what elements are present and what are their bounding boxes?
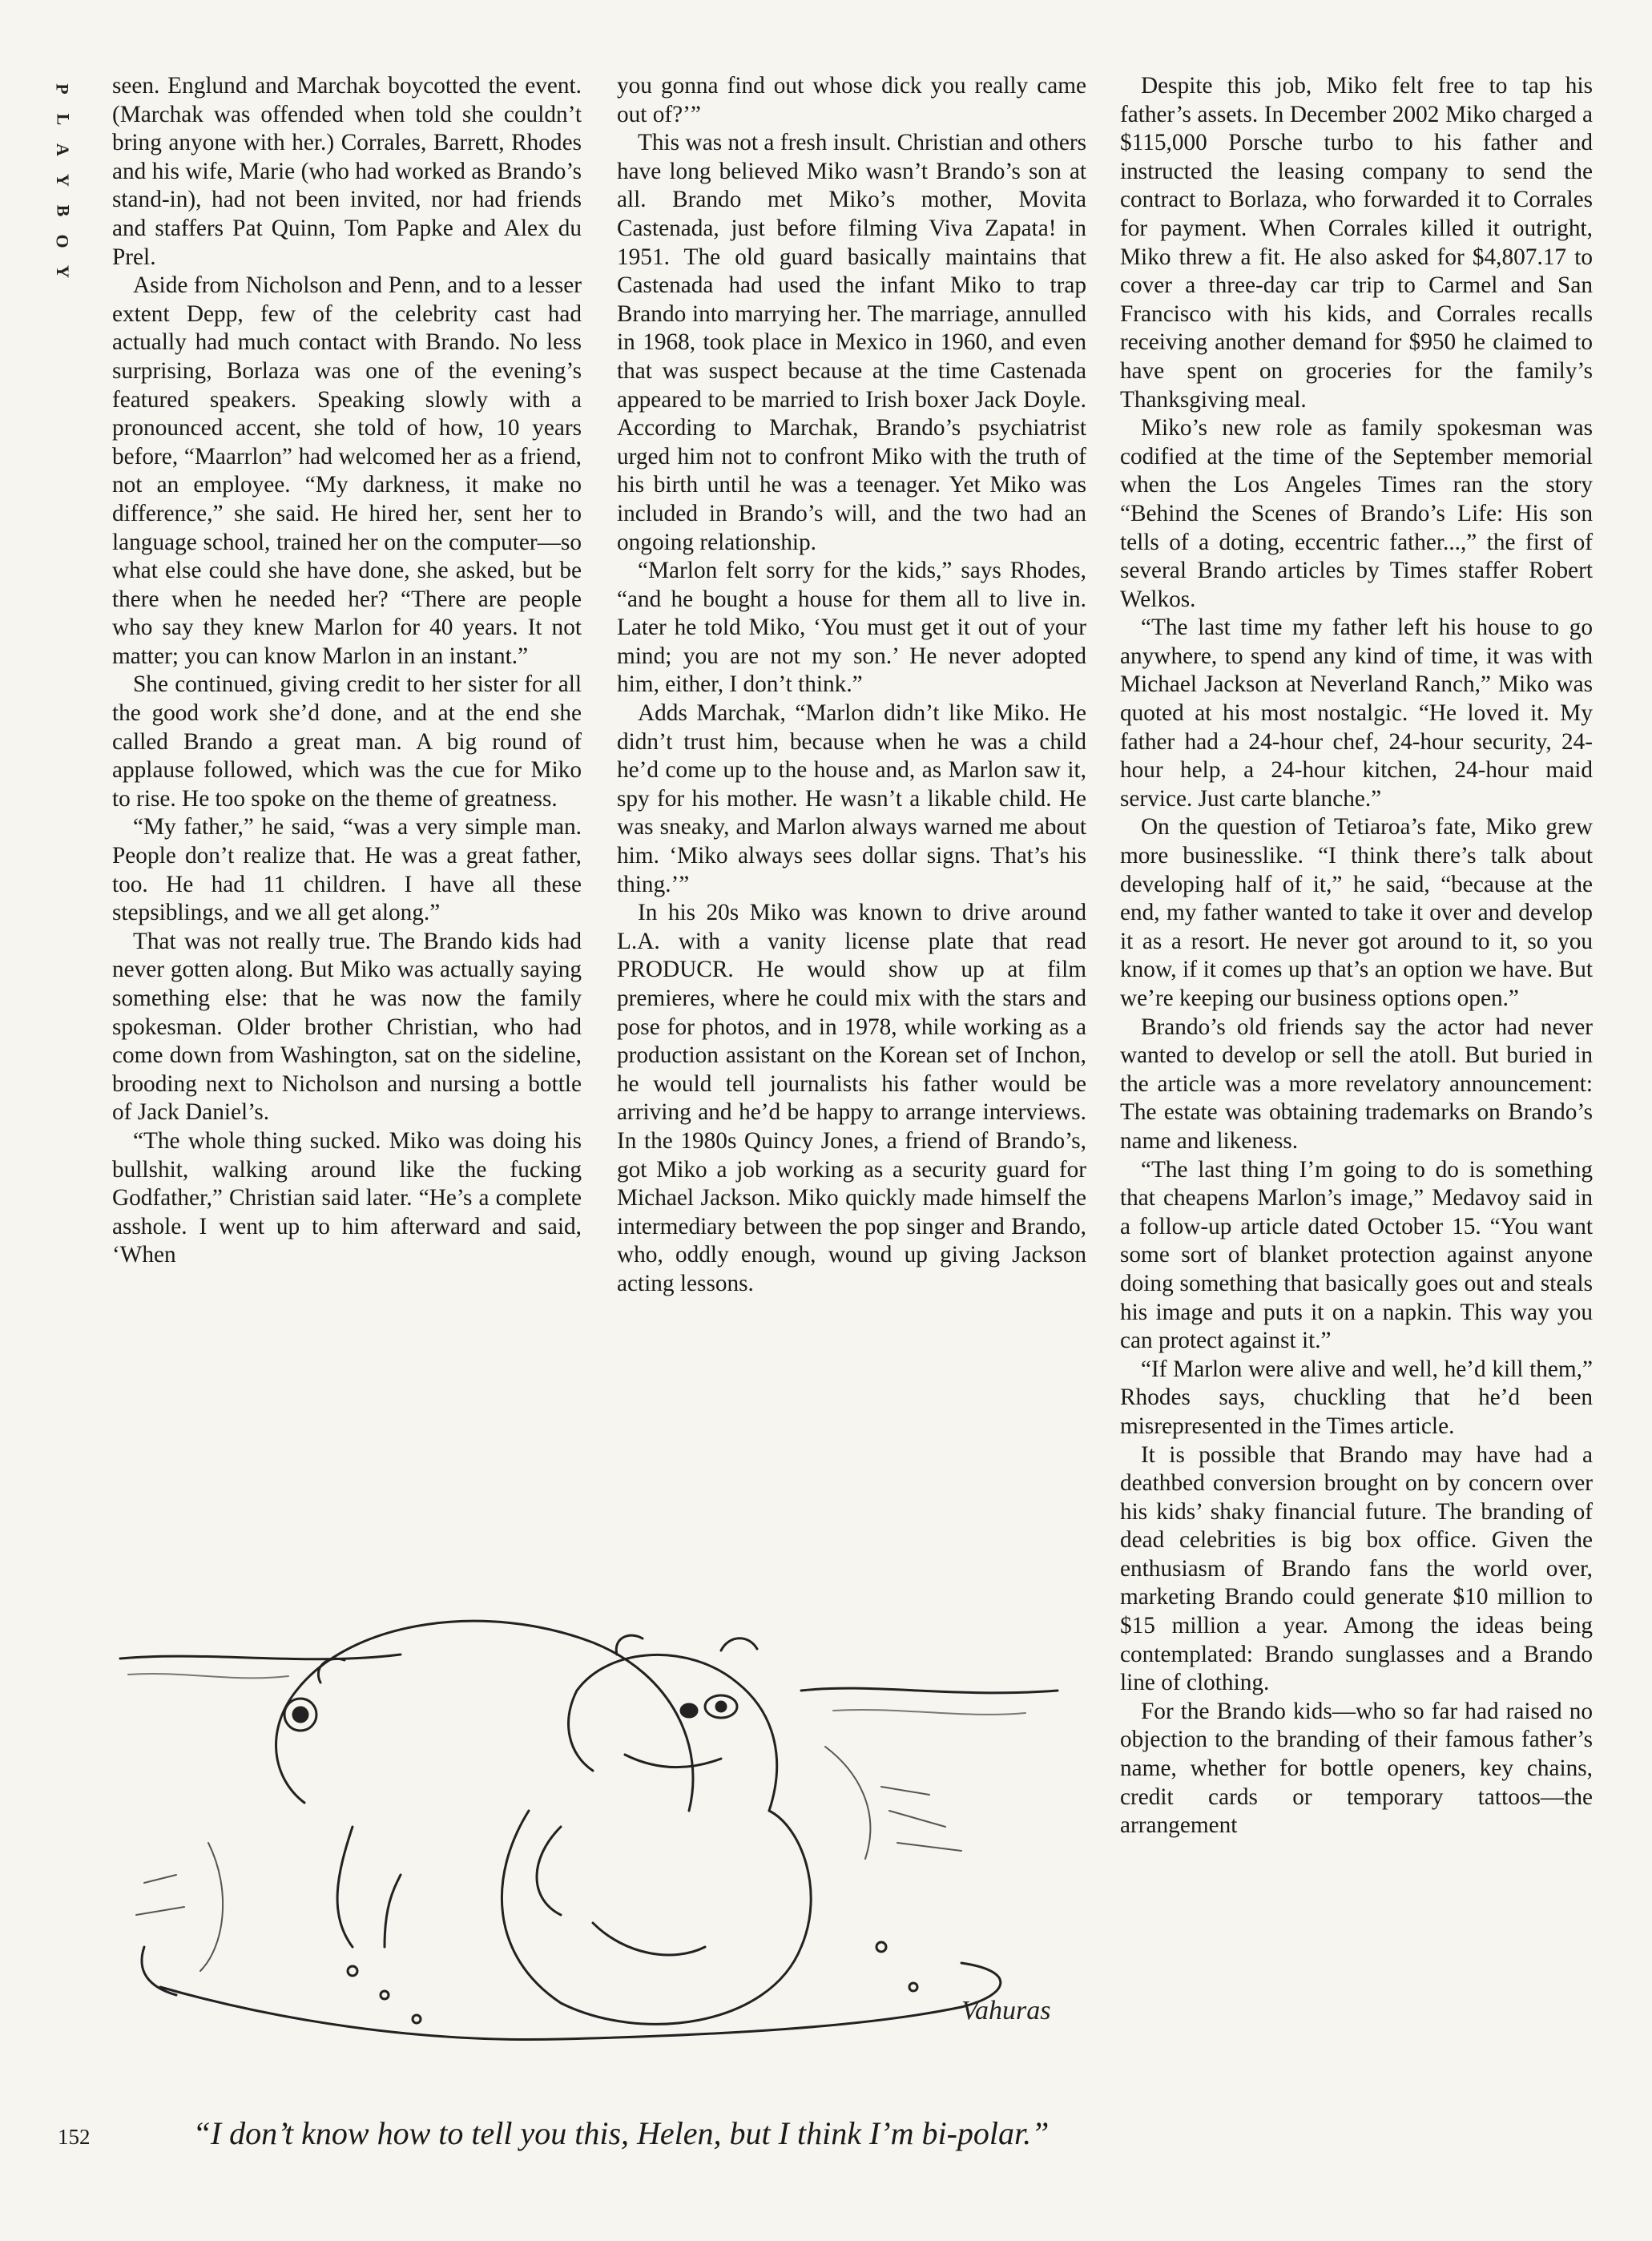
paragraph: “If Marlon were alive and well, he’d kill them,” Rhodes says, chuckling that he’d been misrepresented in the Times article.: [1120, 1356, 1593, 1439]
paragraph: Despite this job, Miko felt free to tap his father’s assets. In December 2002 Miko charged a $115,000 Porsche turbo to his father and instructed the leasing company to send the contract to Borlaza, who forwarded it to Corrales for payment. When Corrales killed it outright, Miko threw a fit. He also asked for $4,807.17 to cover a three-day car trip to Carmel and San Francisco with his kids, and Corrales recalls receiving another demand for $950 he claimed to have spent on groceries for the family’s Thanksgiving meal.: [1120, 73, 1593, 413]
spine-letter: O: [53, 234, 73, 248]
paragraph: “The last time my father left his house to go anywhere, to spend any kind of time, it was with Michael Jackson at Neverland Ranch,” Miko was quoted at his most nostalgic. “He loved it. My father had a 24-hour chef, 24-hour security, 24-hour help, a 24-hour kitchen, 24-hour maid service. Just carte blanche.”: [1120, 615, 1593, 812]
spine-letter: A: [52, 143, 73, 156]
paragraph: seen. Englund and Marchak boycotted the event. (Marchak was offended when told she couldn’t bring anyone with her.) Corrales, Barrett, Rhodes and his wife, Marie (who had worked as Brando’s stand-in), had not been invited, nor had friends and staffers Pat Quinn, Tom Papke and Alex du Prel.: [112, 73, 582, 270]
paragraph: Miko’s new role as family spokesman was codified at the time of the September memorial when the Los Angeles Times ran the story “Behind the Scenes of Brando’s Life: His son tells of a doting, eccentric father...,” the first of several Brando articles by Times staffer Robert Welkos.: [1120, 415, 1593, 612]
article-column-2: [617, 72, 1086, 1299]
paragraph: “The last thing I’m going to do is something that cheapens Marlon’s image,” Medavoy said in a follow-up article dated October 15. “You want some sort of blanket protection against anyone doing something that basically goes out and steals his image and puts it on a napkin. This way you can protect against it.”: [1120, 1156, 1593, 1354]
paragraph: In his 20s Miko was known to drive around L.A. with a vanity license plate that read PRODUCR. He would show up at film premieres, where he could mix with the stars and pose for photos, and in 1978, while working as a production assistant on the Korean set of Inchon, he would tell journalists his father would be arriving and he’d be happy to arrange interviews. In the 1980s Quincy Jones, a friend of Brando’s, got Miko a job working as a security guard for Michael Jackson. Miko quickly made himself the intermediary between the pop singer and Brando, who, oddly enough, wound up giving Jackson acting lessons.: [617, 900, 1086, 1296]
paragraph: Brando’s old friends say the actor had never wanted to develop or sell the atoll. But buried in the article was a more revelatory announcement: The estate was obtaining trademarks on Brando’s name and likeness.: [1120, 1014, 1593, 1154]
paragraph: “Marlon felt sorry for the kids,” says Rhodes, “and he bought a house for them all to live in. Later he told Miko, ‘You must get it out of your mind; you are not my son.’ He never adopted him, either, I don’t think.”: [617, 558, 1086, 698]
article-column-3: [1120, 72, 1593, 1840]
spine-letter: P: [52, 83, 73, 95]
spine-letter: Y: [52, 265, 73, 278]
paragraph: This was not a fresh insult. Christian and others have long believed Miko wasn’t Brando’s son at all. Brando met Miko’s mother, Movita Castenada, just before filming Viva Zapata! in 1951. The old guard basically maintains that Castenada had used the infant Miko to trap Brando into marrying her. The marriage, annulled in 1968, took place in Mexico in 1960, and even that was suspect because at the time Castenada appeared to be married to Irish boxer Jack Doyle. According to Marchak, Brando’s psychiatrist urged him not to confront Miko with the truth of his birth until he was a teenager. Yet Miko was included in Brando’s will, and the two had an ongoing relationship.: [617, 130, 1086, 555]
cartoon-illustration: [112, 1570, 1086, 2083]
spine-letter: B: [53, 204, 73, 217]
spine-letter: Y: [52, 174, 73, 187]
paragraph: She continued, giving credit to her sister for all the good work she’d done, and at the end she called Brando a great man. A big round of applause followed, which was the cue for Miko to rise. He too spoke on the theme of greatness.: [112, 671, 582, 812]
paragraph: Adds Marchak, “Marlon didn’t like Miko. He didn’t trust him, because when he was a child he’d come up to the house and, as Marlon saw it, spy for his mother. He wasn’t a likable child. He was sneaky, and Marlon always warned me about him. ‘Miko always sees dollar signs. That’s his thing.’”: [617, 700, 1086, 897]
paragraph: That was not really true. The Brando kids had never gotten along. But Miko was actually saying something else: that he was now the family spokesman. Older brother Christian, who had come down from Washington, sat on the sideline, brooding next to Nicholson and nursing a bottle of Jack Daniel’s.: [112, 928, 582, 1126]
paragraph: For the Brando kids—who so far had raised no objection to the branding of their famous father’s name, whether for bottle openers, key chains, credit cards or temporary tattoos—the arrangement: [1120, 1698, 1593, 1839]
spine-letter: L: [53, 113, 73, 126]
cartoon-caption: “I don’t know how to tell you this, Helen, but I think I’m bi-polar.”: [192, 2115, 1050, 2151]
paragraph: On the question of Tetiaroa’s fate, Miko grew more businesslike. “I think there’s talk about developing half of it,” he said, “because at the end, my father wanted to take it over and develop it as a resort. He never got around to it, so you know, if it comes up that’s an option we have. But we’re keeping our business options open.”: [1120, 814, 1593, 1011]
magazine-spine: [46, 74, 79, 287]
article-column-1: [112, 72, 582, 1270]
polar-bear-cartoon: [112, 1570, 1086, 2083]
paragraph: Aside from Nicholson and Penn, and to a lesser extent Depp, few of the celebrity cast had actually had much contact with Brando. No less surprising, Borlaza was one of the evening’s featured speakers. Speaking slowly with a pronounced accent, she told of how, 10 years before, “Maarrlon” had welcomed her as a friend, not an employee. “My darkness, it make no difference,” she said. He hired her, sent her to language school, trained her on the computer—so what else could she have done, she asked, but be there when he needed her? “There are people who say they knew Marlon for 40 years. It not matter; you can know Marlon in an instant.”: [112, 272, 582, 669]
paragraph: “My father,” he said, “was a very simple man. People don’t realize that. He was a great father, too. He had 11 children. I have all these stepsiblings, and we all get along.”: [112, 814, 582, 926]
paragraph: you gonna find out whose dick you really came out of?’”: [617, 73, 1086, 127]
artist-signature: Vahuras: [961, 1996, 1051, 2025]
paragraph: “The whole thing sucked. Miko was doing his bullshit, walking around like the fucking Godfather,” Christian said later. “He’s a complete asshole. I went up to him afterward and said, ‘When: [112, 1127, 582, 1268]
paragraph: It is possible that Brando may have had a deathbed conversion brought on by concern over his kids’ shaky financial future. The branding of dead celebrities is big box office. Given the enthusiasm of Brando fans the world over, marketing Brando could generate $10 million to $15 million a year. Among the ideas being contemplated: Brando sunglasses and a Brando line of clothing.: [1120, 1441, 1593, 1696]
page-number: 152: [58, 2125, 91, 2149]
